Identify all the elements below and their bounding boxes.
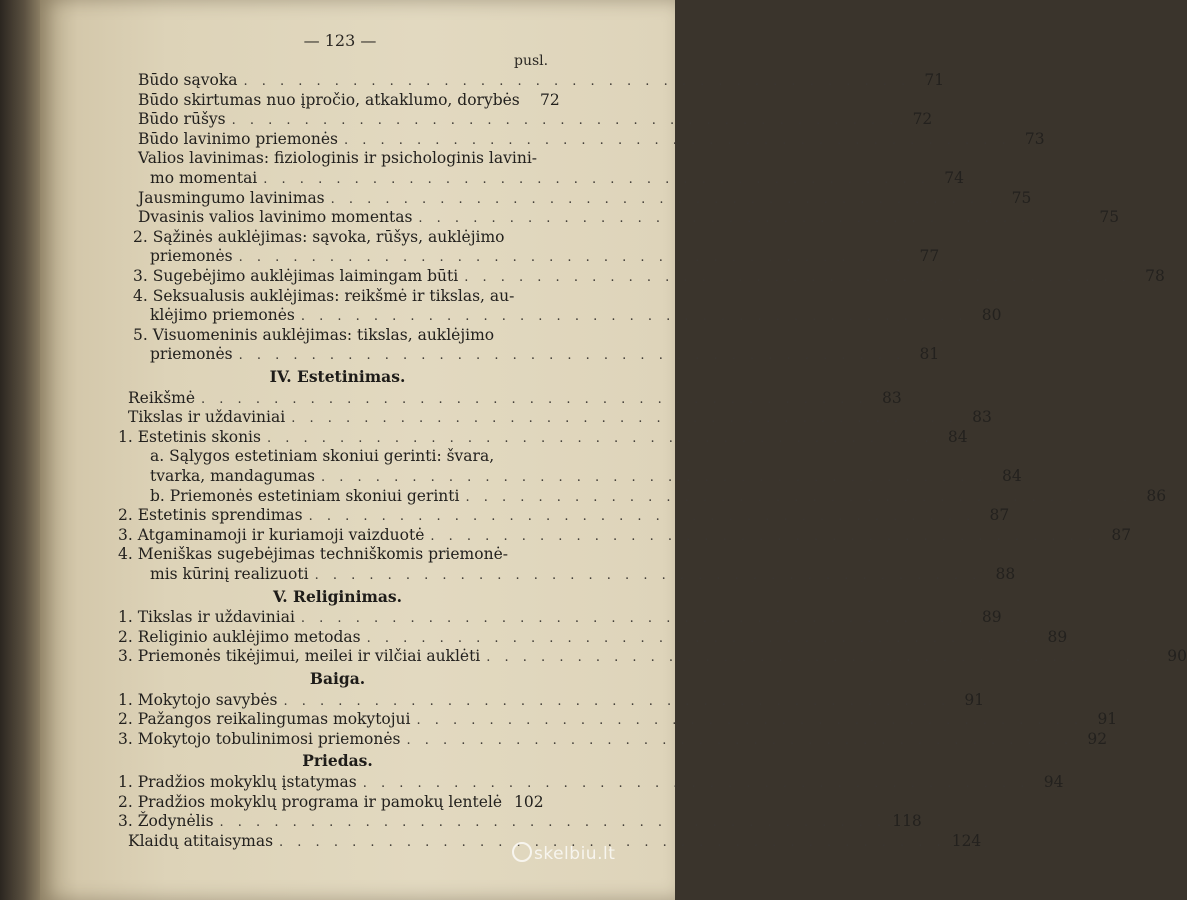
toc-entry-title: 2. Pradžios mokyklų programa ir pamokų lentelė — [118, 792, 503, 811]
toc-entry-title: b. Priemonės estetiniam skoniui gerinti — [150, 486, 460, 505]
toc-entry-page: 71 — [924, 71, 945, 89]
toc-entry-page: 81 — [919, 345, 940, 364]
toc-entry — [138, 70, 945, 91]
toc-entry-title: 1. Mokytojo savybės — [118, 690, 278, 709]
toc-entry-page: 75 — [1099, 208, 1120, 227]
toc-entry-page: 86 — [1146, 486, 1167, 505]
toc-entry — [118, 525, 1132, 546]
toc-entry-title: Jausmingumo lavinimas — [138, 188, 325, 207]
toc-entry-title: 4. Seksualusis auklėjimas: reikšmė ir tikslas, au- — [133, 286, 515, 305]
toc-entry-title: Dvasinis valios lavinimo momentas — [138, 208, 413, 227]
toc-entry-page: 91 — [1097, 710, 1118, 729]
page-column-label: pusl. — [514, 53, 549, 69]
toc-entry-title: 2. Sąžinės auklėjimas: sąvoka, rūšys, auklėjimo — [133, 227, 505, 246]
toc-entry — [118, 627, 1068, 648]
toc-entry — [118, 544, 538, 565]
toc-entry-title: 1. Pradžios mokyklų įstatymas — [118, 773, 357, 791]
toc-leader-dots: . . . . . . . . . . . . . . . . . . . . . . . . . . . . . . . . . . . . . — [418, 211, 1086, 227]
watermark — [512, 842, 615, 864]
section-heading: Baiga. — [309, 669, 366, 688]
toc-entry-title: priemonės — [150, 247, 233, 266]
toc-entry-page: 84 — [947, 427, 968, 446]
toc-entry-page: 72 — [912, 110, 933, 129]
toc-leader-dots: . . . . . . . . . . . . . . . . . . . . . . . . . . . . . . . . . . . . . — [231, 113, 899, 129]
toc-entry-page: 78 — [1145, 267, 1165, 285]
toc-entry-page: 94 — [1043, 773, 1064, 791]
toc-leader-dots: . . . . . . . . . . . . . . . . . . . . . . . . . . . . . . . . . . . . . — [314, 568, 982, 583]
toc-entry — [128, 831, 982, 852]
toc-entry-title: Būdo rūšys — [138, 110, 226, 129]
toc-entry — [118, 505, 1010, 526]
toc-leader-dots: . . . . . . . . . . . . . . . . . . . . . . . . . . . . . . . . . . . . . — [406, 732, 1074, 748]
toc-entry-title: Valios lavinimas: fiziologinis ir psichologinis lavini- — [138, 149, 538, 168]
toc-entry — [150, 466, 1022, 487]
toc-entry-title: mo momentai — [150, 169, 258, 187]
toc-entry — [138, 188, 1032, 209]
toc-entry — [133, 227, 538, 248]
toc-leader-dots: . . . . . . . . . . . . . . . . . . . . . . . . . . . . . . . . . . . . . — [464, 270, 1131, 285]
toc-entry-title: Būdo sąvoka — [138, 71, 238, 89]
toc-entry-page: 77 — [919, 247, 940, 266]
toc-entry-page: 92 — [1087, 729, 1108, 748]
toc-entry-title: 3. Sugebėjimo auklėjimas laimingam būti — [133, 267, 459, 285]
toc-entry-title: mis kūrinį realizuoti — [150, 565, 309, 583]
toc-entry-title: 1. Tikslas ir uždaviniai — [118, 608, 295, 627]
toc-entry — [150, 246, 940, 267]
toc-leader-dots: . . . . . . . . . . . . . . . . . . . . . . . . . . . . . . . . . . . . . — [266, 430, 934, 446]
toc-entry-title: Klaidų atitaisymas — [128, 831, 274, 850]
toc-leader-dots: . . . . . . . . . . . . . . . . . . . . . . . . . . . . . . . . . . . . . — [201, 391, 868, 407]
toc-entry-page: 91 — [964, 690, 985, 709]
toc-entry-title: 4. Meniškas sugebėjimas techniškomis priemonė- — [118, 545, 508, 564]
toc-entry-page: 83 — [972, 408, 992, 427]
toc-leader-dots: . . . . . . . . . . . . . . . . . . . . . . . . . . . . . . . . . . . . . — [430, 528, 1098, 544]
toc-entry-page: 102 — [514, 792, 544, 811]
toc-entry — [133, 325, 538, 346]
toc-entry-title: tvarka, mandagumas — [150, 467, 316, 485]
toc-entry — [118, 646, 1187, 667]
toc-leader-dots: . . . . . . . . . . . . . . . . . . . . . . . . . . . . . . . . . . . . . — [279, 834, 946, 850]
toc-entry-page: 87 — [989, 506, 1010, 525]
toc-leader-dots: . . . . . . . . . . . . . . . . . . . . . . . . . . . . . . . . . . . . . — [486, 650, 1153, 666]
toc-entry-page: 73 — [1024, 129, 1045, 148]
toc-entry-page: 88 — [995, 565, 1016, 583]
toc-entry-page: 84 — [1001, 467, 1022, 485]
toc-entry — [150, 486, 1167, 507]
toc-entry — [128, 407, 992, 428]
watermark-logo-icon — [512, 842, 532, 862]
toc-leader-dots: . . . . . . . . . . . . . . . . . . . . . . . . . . . . . . . . . . . . . — [366, 630, 1034, 646]
toc-entry-page: 124 — [951, 831, 982, 850]
toc-entry — [138, 129, 1045, 150]
toc-entry — [118, 729, 1108, 750]
section-heading: IV. Estetinimas. — [269, 367, 406, 386]
toc-entry-page: 74 — [944, 169, 964, 187]
toc-entry-title: Reikšmė — [128, 388, 196, 407]
toc-entry-page: 72 — [540, 90, 560, 109]
page-number: — 123 — — [303, 31, 377, 50]
toc-entry-title: 2. Religinio auklėjimo metodas — [118, 627, 361, 646]
toc-entry — [150, 446, 538, 467]
toc-entry — [138, 207, 1120, 228]
toc-entry-title: Būdo lavinimo priemonės — [138, 129, 338, 148]
toc-entry-title: 3. Žodynėlis — [118, 812, 214, 831]
toc-entry — [150, 305, 1002, 326]
toc-leader-dots: . . . . . . . . . . . . . . . . . . . . . . . . . . . . . . . . . . . . . — [291, 411, 958, 427]
toc-entry-page: 89 — [1047, 627, 1068, 646]
toc-leader-dots: . . . . . . . . . . . . . . . . . . . . . . . . . . . . . . . . . . . . . — [330, 191, 998, 207]
toc-entry-title: 3. Mokytojo tobulinimosi priemonės — [118, 729, 401, 748]
toc-entry — [118, 709, 1118, 730]
toc-entry-page: 87 — [1111, 525, 1132, 544]
toc-entry-title: a. Sąlygos estetiniam skoniui gerinti: švara, — [150, 447, 495, 466]
toc-entry — [118, 792, 544, 813]
toc-leader-dots: . . . . . . . . . . . . . . . . . . . . . . . . . . . . . . . . . . . . . — [243, 74, 911, 89]
toc-entry — [150, 344, 940, 365]
toc-leader-dots: . . . . . . . . . . . . . . . . . . . . . . . . . . . . . . . . . . . . . — [238, 348, 906, 364]
toc-leader-dots: . . . . . . . . . . . . . . . . . . . . . . . . . . . . . . . . . . . . . — [219, 815, 887, 831]
toc-entry-title: klėjimo priemonės — [150, 306, 295, 325]
toc-entry — [118, 811, 922, 832]
toc-leader-dots: . . . . . . . . . . . . . . . . . . . . . . . . . . . . . . . . . . . . . — [308, 509, 976, 525]
toc-entry-title: Tikslas ir uždaviniai — [128, 408, 286, 427]
toc-entry-page: 90 — [1167, 647, 1187, 666]
toc-entry — [118, 772, 1064, 793]
toc-entry-title: 5. Visuomeninis auklėjimas: tikslas, auklėjimo — [133, 325, 495, 344]
toc-entry-page: 89 — [981, 608, 1002, 627]
toc-entry — [118, 427, 968, 448]
toc-entry-page: 75 — [1011, 188, 1032, 207]
toc-leader-dots: . . . . . . . . . . . . . . . . . . . . . . . . . . . . . . . . . . . . . — [343, 132, 1011, 148]
toc-entry — [150, 564, 1016, 585]
toc-entry — [138, 90, 560, 111]
toc-leader-dots: . . . . . . . . . . . . . . . . . . . . . . . . . . . . . . . . . . . . . — [465, 489, 1133, 505]
toc-leader-dots: . . . . . . . . . . . . . . . . . . . . . . . . . . . . . . . . . . . . . — [416, 713, 1084, 729]
toc-entry — [133, 266, 1165, 287]
toc-entry — [138, 148, 538, 169]
toc-entry — [150, 168, 964, 189]
section-heading: Priedas. — [302, 751, 373, 771]
toc-leader-dots: . . . . . . . . . . . . . . . . . . . . . . . . . . . . . . . . . . . . . — [300, 309, 968, 325]
toc-entry-title: 1. Estetinis skonis — [118, 427, 261, 446]
toc-entry-title: priemonės — [150, 345, 233, 364]
toc-leader-dots: . . . . . . . . . . . . . . . . . . . . . . . . . . . . . . . . . . . . . — [362, 776, 1030, 791]
toc-entry-page: 118 — [892, 812, 922, 831]
toc-entry — [118, 607, 1002, 628]
toc-leader-dots: . . . . . . . . . . . . . . . . . . . . . . . . . . . . . . . . . . . . . — [283, 693, 951, 709]
toc-leader-dots: . . . . . . . . . . . . . . . . . . . . . . . . . . . . . . . . . . . . . — [263, 172, 930, 187]
toc-leader-dots: . . . . . . . . . . . . . . . . . . . . . . . . . . . . . . . . . . . . . — [321, 470, 988, 485]
toc-entry — [118, 690, 985, 711]
toc-entry — [133, 286, 538, 307]
toc-entry-page: 80 — [981, 306, 1002, 325]
toc-entry — [128, 388, 902, 409]
section-heading: V. Religinimas. — [272, 586, 403, 606]
toc-entry-page: 83 — [881, 388, 902, 407]
toc-entry-title: 3. Priemonės tikėjimui, meilei ir vilčiai auklėti — [118, 647, 481, 666]
toc-entry-title: 3. Atgaminamoji ir kuriamoji vaizduotė — [118, 525, 425, 544]
toc-leader-dots: . . . . . . . . . . . . . . . . . . . . . . . . . . . . . . . . . . . . . — [300, 611, 968, 627]
toc-entry-title: 2. Estetinis sprendimas — [118, 506, 303, 525]
toc-entry — [138, 109, 933, 130]
toc-leader-dots: . . . . . . . . . . . . . . . . . . . . . . . . . . . . . . . . . . . . . — [238, 250, 906, 266]
toc-entry-title: Būdo skirtumas nuo įpročio, atkaklumo, dorybės — [138, 90, 520, 109]
watermark-text: skelbiu.lt — [534, 844, 616, 864]
toc-entry-title: 2. Pažangos reikalingumas mokytojui — [118, 710, 411, 729]
